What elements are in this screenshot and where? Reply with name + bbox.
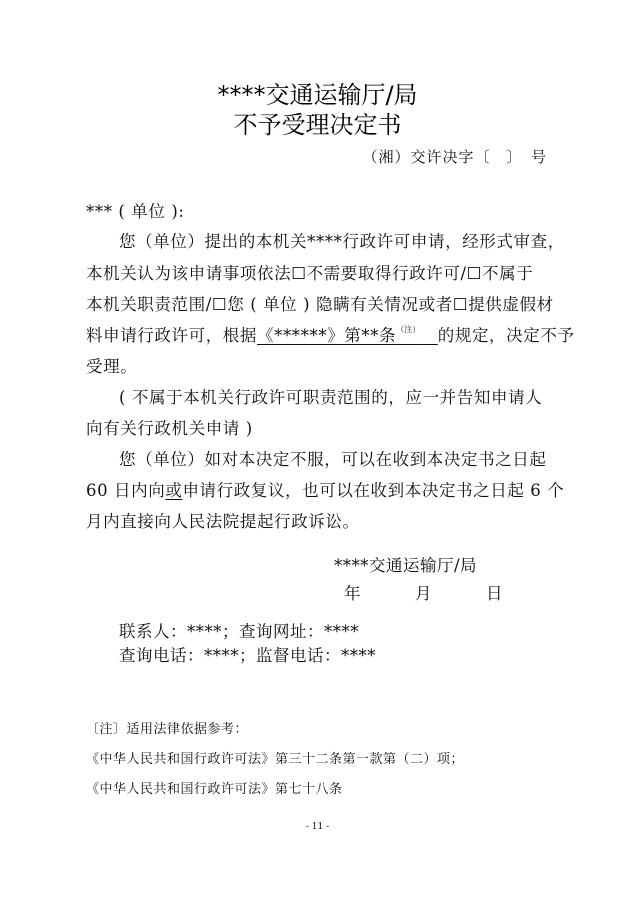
signature-org: ****交通运输厅/局 (334, 556, 478, 575)
paragraph3-line2 (86, 477, 564, 501)
or-underlined: 或 (165, 481, 183, 500)
paragraph1-line2: 本机关认为该申请事项依法☐不需要取得行政许可/☐不属于 (86, 264, 534, 283)
document-title-line2: 不予受理决定书 (233, 111, 402, 139)
paragraph1-line4-prefix: 料申请行政许可，根据 (86, 326, 257, 345)
page-number: - 11 - (305, 822, 330, 832)
paragraph1-line4 (86, 322, 575, 346)
date-month: 月 (415, 584, 432, 603)
document-number: （湘）交许决字〔 〕 号 (362, 148, 547, 166)
contact-line2: 查询电话：****；监督电话：**** (119, 646, 376, 665)
paragraph1-line4-suffix: 的规定，决定不予 (437, 326, 575, 345)
paragraph1-line5: 受理。 (86, 357, 138, 376)
date-year: 年 (344, 584, 361, 603)
paragraph2-line2: 向有关行政机关申请 ) (86, 419, 253, 438)
paragraph3-line1: 您（单位）如对本决定不服，可以在收到本决定书之日起 (119, 450, 547, 469)
paragraph3-line2-suffix: 申请行政复议，也可以在收到本决定书之日起 6 个 (182, 481, 565, 500)
paragraph1-line3: 本机关职责范围/☐您 ( 单位 ) 隐瞒有关情况或者☐提供虚假材 (86, 295, 554, 314)
contact-line1: 联系人：****；查询网址：**** (119, 622, 359, 641)
notes-item2: 《中华人民共和国行政许可法》第七十八条 (86, 782, 343, 797)
signature-date (344, 580, 503, 604)
paragraph3-line2-prefix: 60 日内向 (86, 481, 166, 500)
notes-item1: 《中华人民共和国行政许可法》第三十二条第一款第（二）项； (86, 752, 465, 767)
law-reference (257, 326, 438, 345)
paragraph3-line3: 月内直接向人民法院提起行政诉讼。 (86, 512, 360, 531)
law-reference-text: 《******》第**条 (257, 326, 397, 345)
paragraph2-line1: ( 不属于本机关行政许可职责范围的，应一并告知申请人 (119, 388, 543, 407)
notes-heading: 〔注〕适用法律依据参考： (86, 722, 249, 737)
document-title-line1: ****交通运输厅/局 (217, 81, 418, 109)
note-marker: （注） (396, 325, 421, 334)
date-day: 日 (486, 584, 503, 603)
paragraph1-line1: 您（单位）提出的本机关****行政许可申请，经形式审查， (119, 232, 565, 251)
recipient-line: *** ( 单位 ): (86, 202, 185, 221)
